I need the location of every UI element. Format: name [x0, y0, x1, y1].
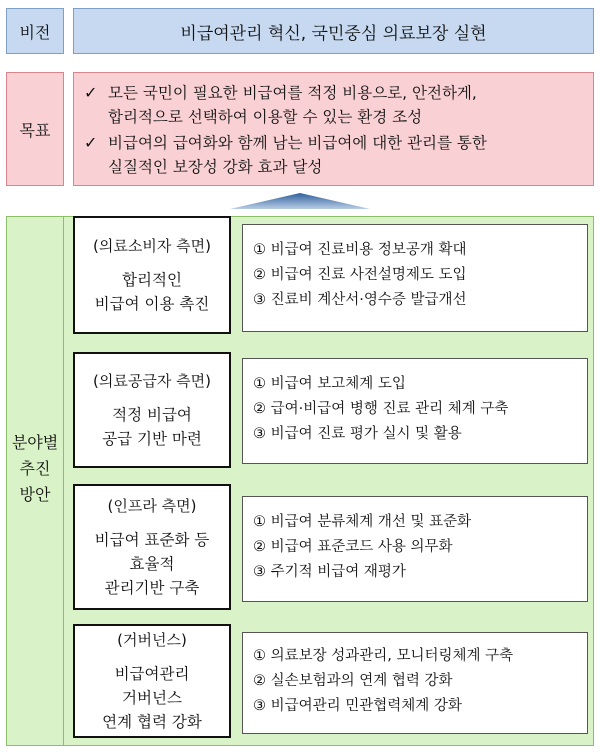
aspect-title-line: 합리적인 [122, 270, 182, 289]
aspect-title-line: 거버넌스 [122, 688, 182, 707]
aspect-box [73, 216, 231, 334]
list-item: ③ 주기적 비급여 재평가 [253, 564, 406, 580]
check-icon: ✓ [84, 133, 98, 152]
goal-item-line: 합리적으로 선택하여 이용할 수 있는 환경 조성 [108, 108, 423, 126]
list-item: ① 비급여 보고체계 도입 [253, 376, 406, 392]
check-icon: ✓ [84, 83, 98, 102]
list-item: ② 비급여 진료 사전설명제도 도입 [253, 267, 467, 283]
aspect-title-line: 관리기반 구축 [104, 578, 200, 597]
aspect-title-line: 효율적 [129, 554, 175, 573]
goal-box [73, 72, 594, 186]
aspect-title-line: 연계 협력 강화 [102, 712, 202, 731]
goal-item-line: 실질적인 보장성 강화 효과 달성 [108, 158, 323, 176]
list-item: ② 실손보험과의 연계 협력 강화 [253, 673, 453, 689]
list-item: ② 급여·비급여 병행 진료 관리 체계 구축 [253, 401, 509, 417]
aspect-box [73, 484, 231, 610]
goal-label: 목표 [6, 72, 64, 186]
aspect-title-line: 적정 비급여 [112, 405, 192, 424]
plans-label [6, 430, 64, 508]
plans-label-line: 방안 [19, 485, 51, 504]
list-item: ① 비급여 진료비용 정보공개 확대 [253, 242, 467, 258]
vision-text: 비급여관리 혁신, 국민중심 의료보장 실현 [73, 8, 594, 54]
aspect-items [242, 358, 588, 464]
aspect-title-line: 공급 기반 마련 [102, 429, 202, 448]
aspect-items [242, 496, 588, 602]
list-item: ① 의료보장 성과관리, 모니터링체계 구축 [253, 648, 514, 664]
up-arrow-icon [230, 193, 370, 209]
goal-item-line: 비급여의 급여화와 함께 남는 비급여에 대한 관리를 통한 [108, 134, 487, 152]
goal-item-line: 모든 국민이 필요한 비급여를 적정 비용으로, 안전하게, [108, 84, 477, 102]
aspect-category: (인프라 측면) [107, 496, 197, 515]
aspect-items [242, 224, 588, 332]
list-item: ② 비급여 표준코드 사용 의무화 [253, 539, 453, 555]
aspect-box [73, 352, 231, 468]
aspect-items [242, 632, 588, 734]
aspect-title-line: 비급여 표준화 등 [94, 530, 210, 549]
aspect-category: (의료소비자 측면) [93, 236, 211, 255]
aspect-title-line: 비급여관리 [114, 664, 190, 683]
aspect-title-line: 비급여 이용 촉진 [94, 294, 210, 313]
vision-label: 비전 [6, 8, 64, 54]
list-item: ① 비급여 분류체계 개선 및 표준화 [253, 514, 472, 530]
list-item: ③ 비급여 진료 평가 실시 및 활용 [253, 426, 462, 442]
aspect-category: (거버넌스) [117, 630, 187, 649]
aspect-category: (의료공급자 측면) [93, 371, 211, 390]
aspect-box [73, 624, 231, 738]
list-item: ③ 비급여관리 민관협력체계 강화 [253, 698, 462, 714]
plans-label-line: 분야별 [11, 433, 59, 452]
list-item: ③ 진료비 계산서·영수증 발급개선 [253, 292, 467, 308]
plans-label-line: 추진 [19, 459, 51, 478]
